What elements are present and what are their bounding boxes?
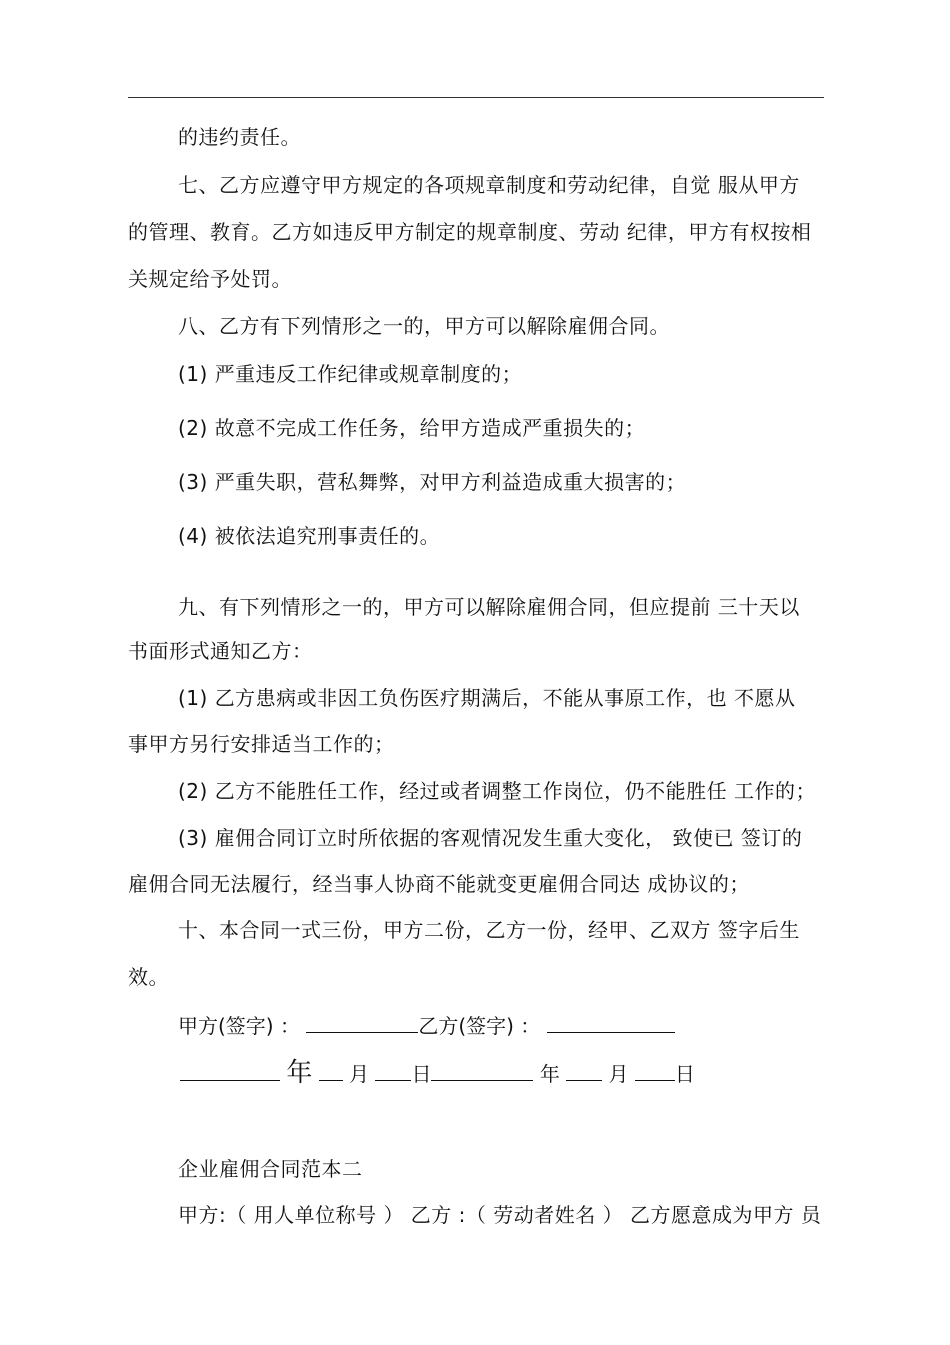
month-blank-a[interactable] (319, 1058, 343, 1081)
paragraph-line: 的违约责任。 (178, 125, 301, 149)
day-blank-a[interactable] (375, 1058, 411, 1081)
paragraph-line: 十、本合同一式三份，甲方二份，乙方一份，经甲、乙双方 签字后生 (178, 918, 800, 942)
paragraph-line: 事甲方另行安排适当工作的； (128, 732, 395, 756)
day-label-a: 日 (411, 1062, 432, 1086)
party-b-sign-label: 乙方(签字) ： (418, 1014, 541, 1038)
list-item: (1) 严重违反工作纪律或规章制度的； (178, 362, 523, 386)
party-a-sign-blank[interactable] (306, 1010, 418, 1033)
paragraph-line: 关规定给予处罚。 (128, 267, 292, 291)
list-item: (2) 乙方不能胜任工作，经过或者调整工作岗位，仍不能胜任 工作的； (178, 779, 817, 803)
paragraph-line: 甲方:（ 用人单位称号 ） 乙方 :（ 劳动者姓名 ） 乙方愿意成为甲方 员 (178, 1203, 822, 1227)
year-blank-b[interactable] (431, 1058, 533, 1081)
paragraph-line: 的管理、教育。乙方如违反甲方制定的规章制度、劳动 纪律，甲方有权按相 (128, 220, 812, 244)
party-b-sign-blank[interactable] (547, 1010, 675, 1033)
date-row (180, 1058, 695, 1088)
paragraph-line: 八、乙方有下列情形之一的，甲方可以解除雇佣合同。 (178, 314, 670, 338)
list-item: (2) 故意不完成工作任务，给甲方造成严重损失的； (178, 416, 646, 440)
month-blank-b[interactable] (566, 1058, 602, 1081)
list-item: (3) 严重失职，营私舞弊，对甲方利益造成重大损害的； (178, 470, 687, 494)
list-item: (1) 乙方患病或非因工负伤医疗期满后，不能从事原工作，也 不愿从 (178, 686, 796, 710)
month-label-b: 月 (608, 1062, 629, 1086)
paragraph-line: 七、乙方应遵守甲方规定的各项规章制度和劳动纪律，自觉 服从甲方 (178, 173, 800, 197)
month-label-a: 月 (349, 1062, 370, 1086)
day-label-b: 日 (674, 1062, 695, 1086)
paragraph-line: 雇佣合同无法履行，经当事人协商不能就变更雇佣合同达 成协议的； (128, 872, 750, 896)
signature-row (178, 1010, 675, 1040)
year-label-b: 年 (539, 1062, 560, 1086)
list-item: (4) 被依法追究刑事责任的。 (178, 524, 441, 548)
section-title: 企业雇佣合同范本二 (178, 1157, 363, 1181)
paragraph-line: 书面形式通知乙方： (128, 639, 313, 663)
year-label-a: 年 (286, 1058, 313, 1088)
paragraph-line: 九、有下列情形之一的，甲方可以解除雇佣合同，但应提前 三十天以 (178, 595, 800, 619)
header-rule (128, 97, 824, 98)
list-item: (3) 雇佣合同订立时所依据的客观情况发生重大变化， 致使已 签订的 (178, 826, 803, 850)
day-blank-b[interactable] (635, 1058, 675, 1081)
party-a-sign-label: 甲方(签字) ： (178, 1014, 300, 1038)
paragraph-line: 效。 (128, 965, 169, 989)
year-blank-a[interactable] (180, 1058, 280, 1081)
